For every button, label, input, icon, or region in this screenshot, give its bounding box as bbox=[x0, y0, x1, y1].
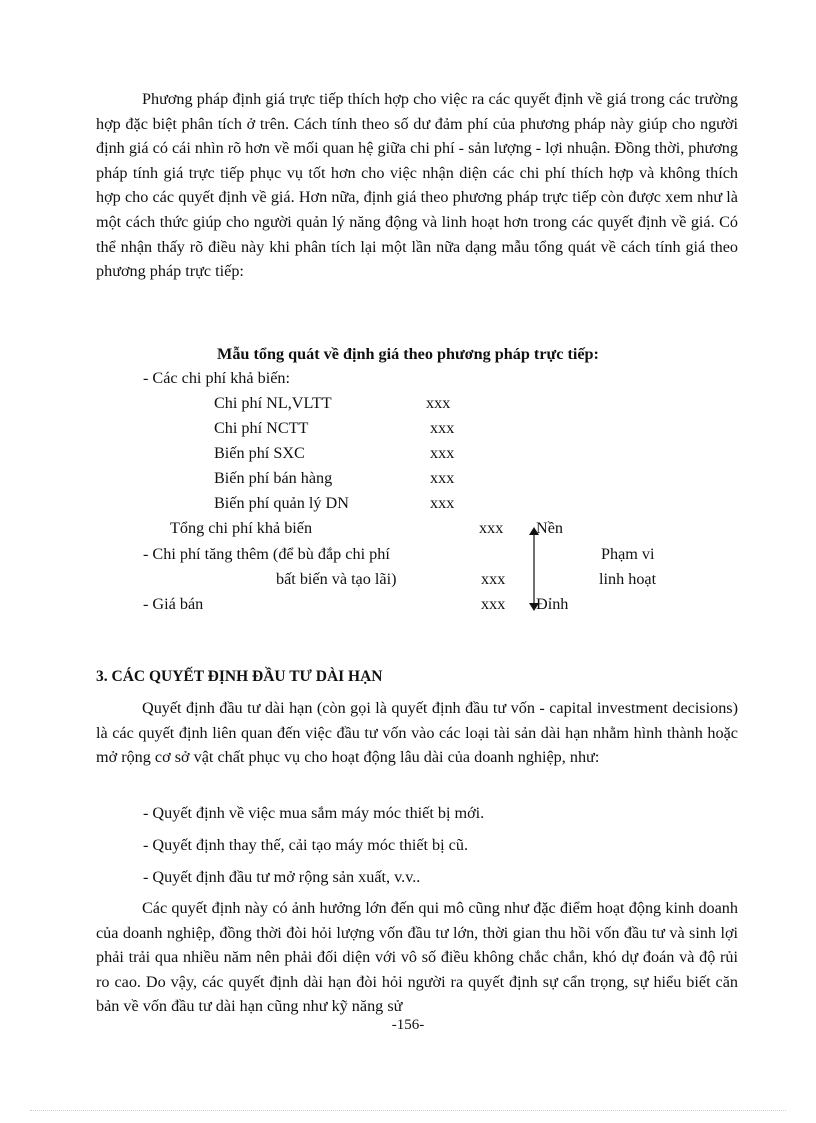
cost-item-value: xxx bbox=[430, 494, 455, 512]
cost-item-label: Chi phí NCTT bbox=[214, 419, 309, 437]
cost-item-label: Biến phí quản lý DN bbox=[214, 494, 349, 512]
page-number: -156- bbox=[391, 1017, 425, 1033]
section-heading: 3. CÁC QUYẾT ĐỊNH ĐẦU TƯ DÀI HẠN bbox=[96, 668, 383, 685]
variable-costs-heading: - Các chi phí khả biến: bbox=[143, 369, 290, 387]
cost-item-value: xxx bbox=[430, 419, 455, 437]
cost-item-label: Chi phí NL,VLTT bbox=[214, 394, 332, 412]
cost-item-label: Biến phí SXC bbox=[214, 444, 305, 462]
markup-value: xxx bbox=[481, 570, 506, 588]
cost-item-value: xxx bbox=[430, 444, 455, 462]
price-label: - Giá bán bbox=[143, 595, 204, 613]
list-item: - Quyết định đầu tư mở rộng sản xuất, v.v.. bbox=[143, 868, 421, 886]
range-label-line1: Phạm vi bbox=[601, 545, 655, 563]
range-arrow-icon bbox=[527, 527, 541, 611]
cost-item-label: Biến phí bán hàng bbox=[214, 469, 333, 487]
footer-divider bbox=[30, 1110, 786, 1111]
range-top-label: Đỉnh bbox=[536, 595, 569, 613]
cost-item-value: xxx bbox=[426, 394, 451, 412]
list-item: - Quyết định thay thế, cải tạo máy móc thiết bị cũ. bbox=[143, 836, 469, 854]
total-variable-label: Tổng chi phí khả biến bbox=[170, 519, 313, 537]
intro-paragraph: Phương pháp định giá trực tiếp thích hợp cho việc ra các quyết định về giá trong các trường hợp đặc biệt phân tích ở trên. Cách tính theo số dư đảm phí của phương pháp này giúp cho người định giá có cái nhìn rõ hơn về mối quan hệ giữa chi phí - sản lượng - lợi nhuận. Đồng thời, phương pháp tính giá trực tiếp phục vụ tốt hơn cho việc nhận diện các chi phí thích hợp và không thích hợp cho các quyết định về giá. Hơn nữa, định giá theo phương pháp trực tiếp còn được xem như là một cách thức giúp cho người quản lý năng động và linh hoạt hơn trong các quyết định về giá. Có thể nhận thấy rõ điều này khi phân tích lại một lần nữa dạng mẫu tổng quát về cách tính giá theo phương pháp trực tiếp: bbox=[96, 90, 738, 281]
markup-label-line2: bất biến và tạo lãi) bbox=[276, 570, 397, 588]
template-title: Mẫu tổng quát về định giá theo phương pháp trực tiếp: bbox=[217, 345, 599, 363]
total-variable-value: xxx bbox=[479, 519, 504, 537]
investment-paragraph: Quyết định đầu tư dài hạn (còn gọi là quyết định đầu tư vốn - capital investment decisions) là các quyết định liên quan đến việc đầu tư vốn vào các loại tài sản dài hạn nhằm hình thành hoặc mở rộng cơ sở vật chất phục vụ cho hoạt động lâu dài của doanh nghiệp, như: bbox=[96, 699, 738, 767]
range-label-line2: linh hoạt bbox=[599, 570, 657, 588]
price-value: xxx bbox=[481, 595, 506, 613]
markup-label-line1: - Chi phí tăng thêm (để bù đắp chi phí bbox=[143, 545, 390, 563]
list-item: - Quyết định về việc mua sắm máy móc thiết bị mới. bbox=[143, 804, 485, 822]
impact-paragraph: Các quyết định này có ảnh hưởng lớn đến qui mô cũng như đặc điểm hoạt động kinh doanh của doanh nghiệp, đồng thời đòi hỏi lượng vốn đầu tư lớn, thời gian thu hồi vốn đầu tư và sinh lợi phải trải qua nhiều năm nên phải đối diện với vô số điều không chắc chắn, khó dự đoán và độ rủi ro cao. Do vậy, các quyết định dài hạn đòi hỏi người ra quyết định sự cẩn trọng, sự hiểu biết căn bản về vốn đầu tư dài hạn cũng như kỹ năng sử bbox=[96, 899, 738, 1016]
range-bottom-label: Nền bbox=[536, 519, 563, 537]
cost-item-value: xxx bbox=[430, 469, 455, 487]
